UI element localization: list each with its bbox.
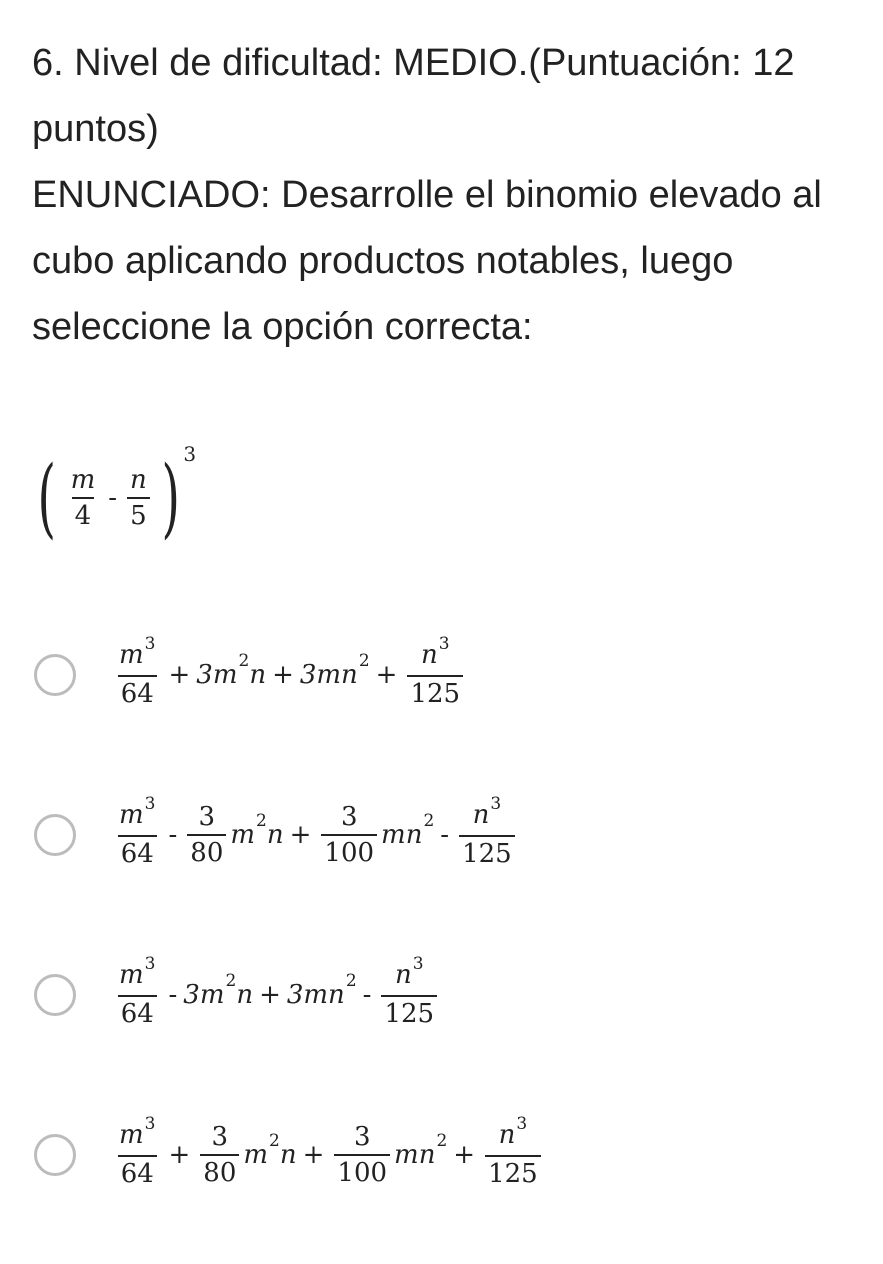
term-c: mn — [381, 819, 423, 850]
question-text — [32, 30, 872, 360]
option-expression — [112, 634, 467, 709]
term-a — [116, 1114, 158, 1189]
term-c: 3mn — [286, 979, 345, 1010]
term-d-den: 125 — [485, 1155, 541, 1189]
operator: - — [168, 979, 178, 1010]
term-d-den: 125 — [381, 995, 437, 1029]
term-b-tail: n — [266, 819, 284, 850]
term-a-exp: 3 — [144, 1114, 156, 1134]
term-c-exp: 2 — [345, 970, 357, 991]
term-b-coef — [187, 802, 226, 868]
answer-option-3[interactable] — [34, 954, 441, 1029]
operator: + — [289, 819, 312, 850]
binomial-term2-den: 5 — [127, 497, 150, 531]
answer-option-1[interactable] — [34, 634, 467, 709]
operator: - — [362, 979, 372, 1010]
term-d-num: n — [472, 800, 490, 830]
term-b-exp: 2 — [269, 1130, 280, 1151]
question-title: 6. Nivel de dificultad: MEDIO.(Puntuación: 12 puntos) — [32, 42, 795, 150]
operator: + — [272, 659, 294, 690]
question-statement: ENUNCIADO: Desarrolle el binomio elevado al cubo aplicando productos notables, luego seleccione la opción correcta: — [32, 174, 822, 348]
term-c-coef-num: 3 — [353, 1121, 371, 1152]
term-c: mn — [394, 1139, 436, 1170]
radio-button[interactable] — [34, 1134, 76, 1176]
term-b-coef-num: 3 — [198, 801, 216, 832]
term-b: m — [230, 819, 256, 850]
right-paren: ) — [161, 448, 180, 548]
operator: + — [375, 659, 398, 690]
term-a — [116, 634, 158, 709]
term-d — [381, 954, 437, 1029]
binomial-term1-num: m — [70, 465, 96, 495]
operator: + — [168, 659, 191, 690]
option-expression — [112, 1114, 545, 1189]
term-d-den: 125 — [407, 675, 463, 709]
binomial-exponent: 3 — [183, 442, 197, 466]
term-a-exp: 3 — [144, 954, 156, 974]
term-c-coef-den: 100 — [321, 834, 377, 868]
term-b-tail: n — [249, 659, 267, 690]
term-d-exp: 3 — [438, 634, 450, 654]
term-d-exp: 3 — [516, 1114, 528, 1134]
term-a — [116, 794, 158, 869]
term-d-num: n — [420, 640, 438, 670]
term-b-coef-den: 80 — [200, 1154, 239, 1188]
term-b-exp: 2 — [225, 970, 237, 991]
answer-option-2[interactable] — [34, 794, 519, 869]
term-a-exp: 3 — [144, 634, 156, 654]
radio-button[interactable] — [34, 654, 76, 696]
term-b-coef — [200, 1122, 239, 1188]
binomial-term2-num: n — [130, 465, 147, 495]
term-a-den: 64 — [118, 675, 157, 709]
term-a-num: m — [119, 640, 144, 670]
term-c-exp: 2 — [358, 650, 370, 671]
binomial-expression — [30, 442, 196, 554]
term-b-tail: n — [279, 1139, 297, 1170]
term-c-exp: 2 — [436, 1130, 448, 1151]
operator: - — [440, 819, 450, 850]
option-expression — [112, 794, 519, 869]
term-b-exp: 2 — [238, 650, 250, 671]
term-d — [459, 794, 515, 869]
operator: + — [168, 1139, 191, 1170]
term-d-exp: 3 — [412, 954, 424, 974]
term-a-num: m — [119, 960, 144, 990]
term-a — [116, 954, 158, 1029]
operator: - — [168, 819, 178, 850]
term-b: 3m — [183, 979, 225, 1010]
term-c-coef — [321, 802, 377, 868]
term-a-den: 64 — [118, 995, 157, 1029]
term-c-coef-num: 3 — [340, 801, 358, 832]
term-d-num: n — [498, 1120, 516, 1150]
term-b-coef-den: 80 — [187, 834, 226, 868]
term-a-den: 64 — [118, 835, 157, 869]
binomial-term1-den: 4 — [72, 497, 95, 531]
operator: + — [259, 979, 281, 1010]
binomial-term1 — [68, 465, 99, 531]
radio-button[interactable] — [34, 814, 76, 856]
binomial-term2 — [127, 465, 150, 531]
term-a-num: m — [119, 1120, 144, 1150]
term-b: m — [243, 1139, 269, 1170]
term-c: 3mn — [299, 659, 358, 690]
radio-button[interactable] — [34, 974, 76, 1016]
term-d — [407, 634, 463, 709]
term-d-num: n — [394, 960, 412, 990]
term-d-exp: 3 — [490, 794, 502, 814]
term-d — [485, 1114, 541, 1189]
term-a-num: m — [119, 800, 144, 830]
term-d-den: 125 — [459, 835, 515, 869]
term-b: 3m — [196, 659, 238, 690]
operator: + — [453, 1139, 476, 1170]
term-b-coef-num: 3 — [211, 1121, 229, 1152]
operator: + — [302, 1139, 325, 1170]
binomial-operator: - — [108, 483, 118, 513]
term-c-coef — [334, 1122, 390, 1188]
term-a-den: 64 — [118, 1155, 157, 1189]
term-b-tail: n — [236, 979, 254, 1010]
answer-option-4[interactable] — [34, 1114, 545, 1189]
term-c-coef-den: 100 — [334, 1154, 390, 1188]
term-b-exp: 2 — [256, 810, 267, 831]
term-c-exp: 2 — [423, 810, 435, 831]
left-paren: ( — [37, 448, 57, 548]
binomial-inner — [64, 465, 154, 531]
option-expression — [112, 954, 441, 1029]
term-a-exp: 3 — [144, 794, 156, 814]
